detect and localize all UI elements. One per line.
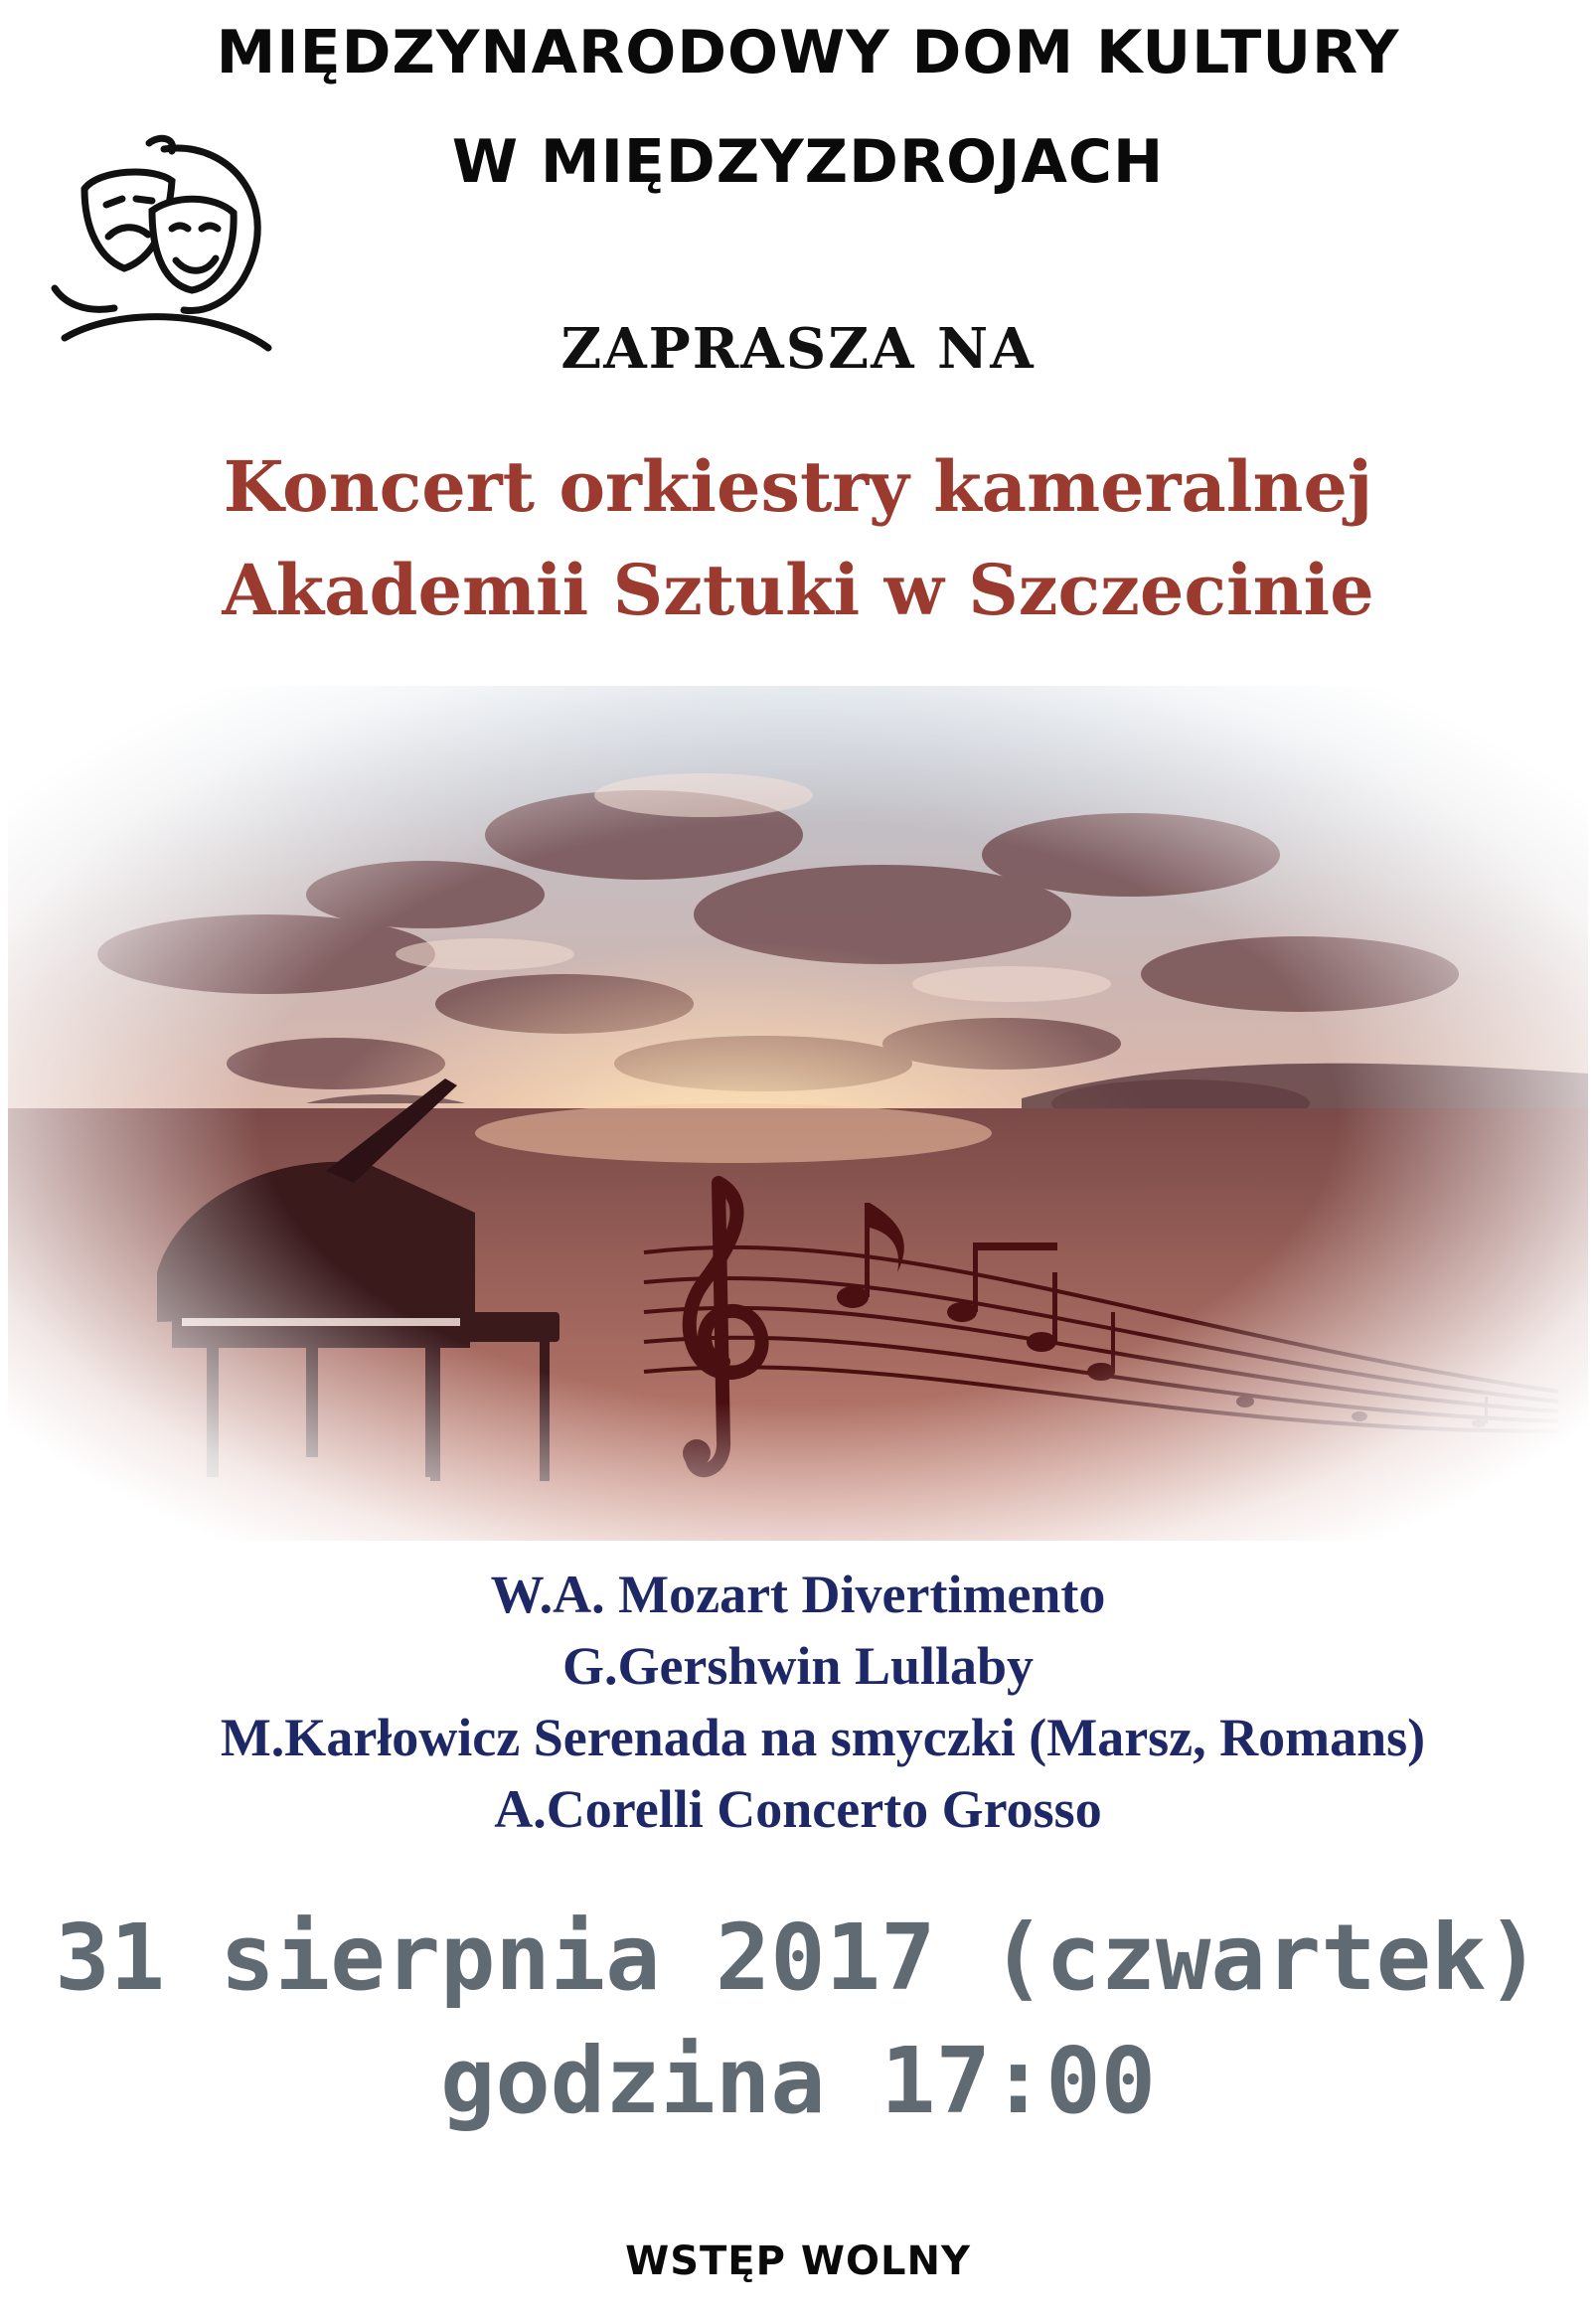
- program-item: A.Corelli Concerto Grosso: [494, 1779, 1102, 1839]
- concert-illustration: [8, 686, 1588, 1541]
- program-item: W.A. Mozart Divertimento: [490, 1565, 1106, 1624]
- program-item: M.Karłowicz Serenada na smyczki (Marsz, Romans): [220, 1708, 1426, 1767]
- event-datetime: [0, 1897, 1596, 2143]
- free-entry-notice: WSTĘP WOLNY: [625, 2238, 971, 2284]
- organisation-name-line1: MIĘDZYNARODOWY DOM KULTURY: [216, 18, 1400, 87]
- program-item: G.Gershwin Lullaby: [561, 1636, 1035, 1696]
- invite-text: ZAPRASZA NA: [560, 316, 1036, 382]
- organisation-name-line2: W MIĘDZYZDROJACH: [451, 127, 1165, 197]
- event-date: 31 sierpnia 2017 (czwartek): [55, 1905, 1541, 2011]
- event-time: godzina 17:00: [439, 2028, 1157, 2134]
- concert-title: [0, 435, 1596, 642]
- program-list: [0, 1559, 1596, 1845]
- concert-title-line2: Akademii Sztuki w Szczecinie: [222, 549, 1374, 631]
- concert-title-line1: Koncert orkiestry kameralnej: [223, 445, 1373, 528]
